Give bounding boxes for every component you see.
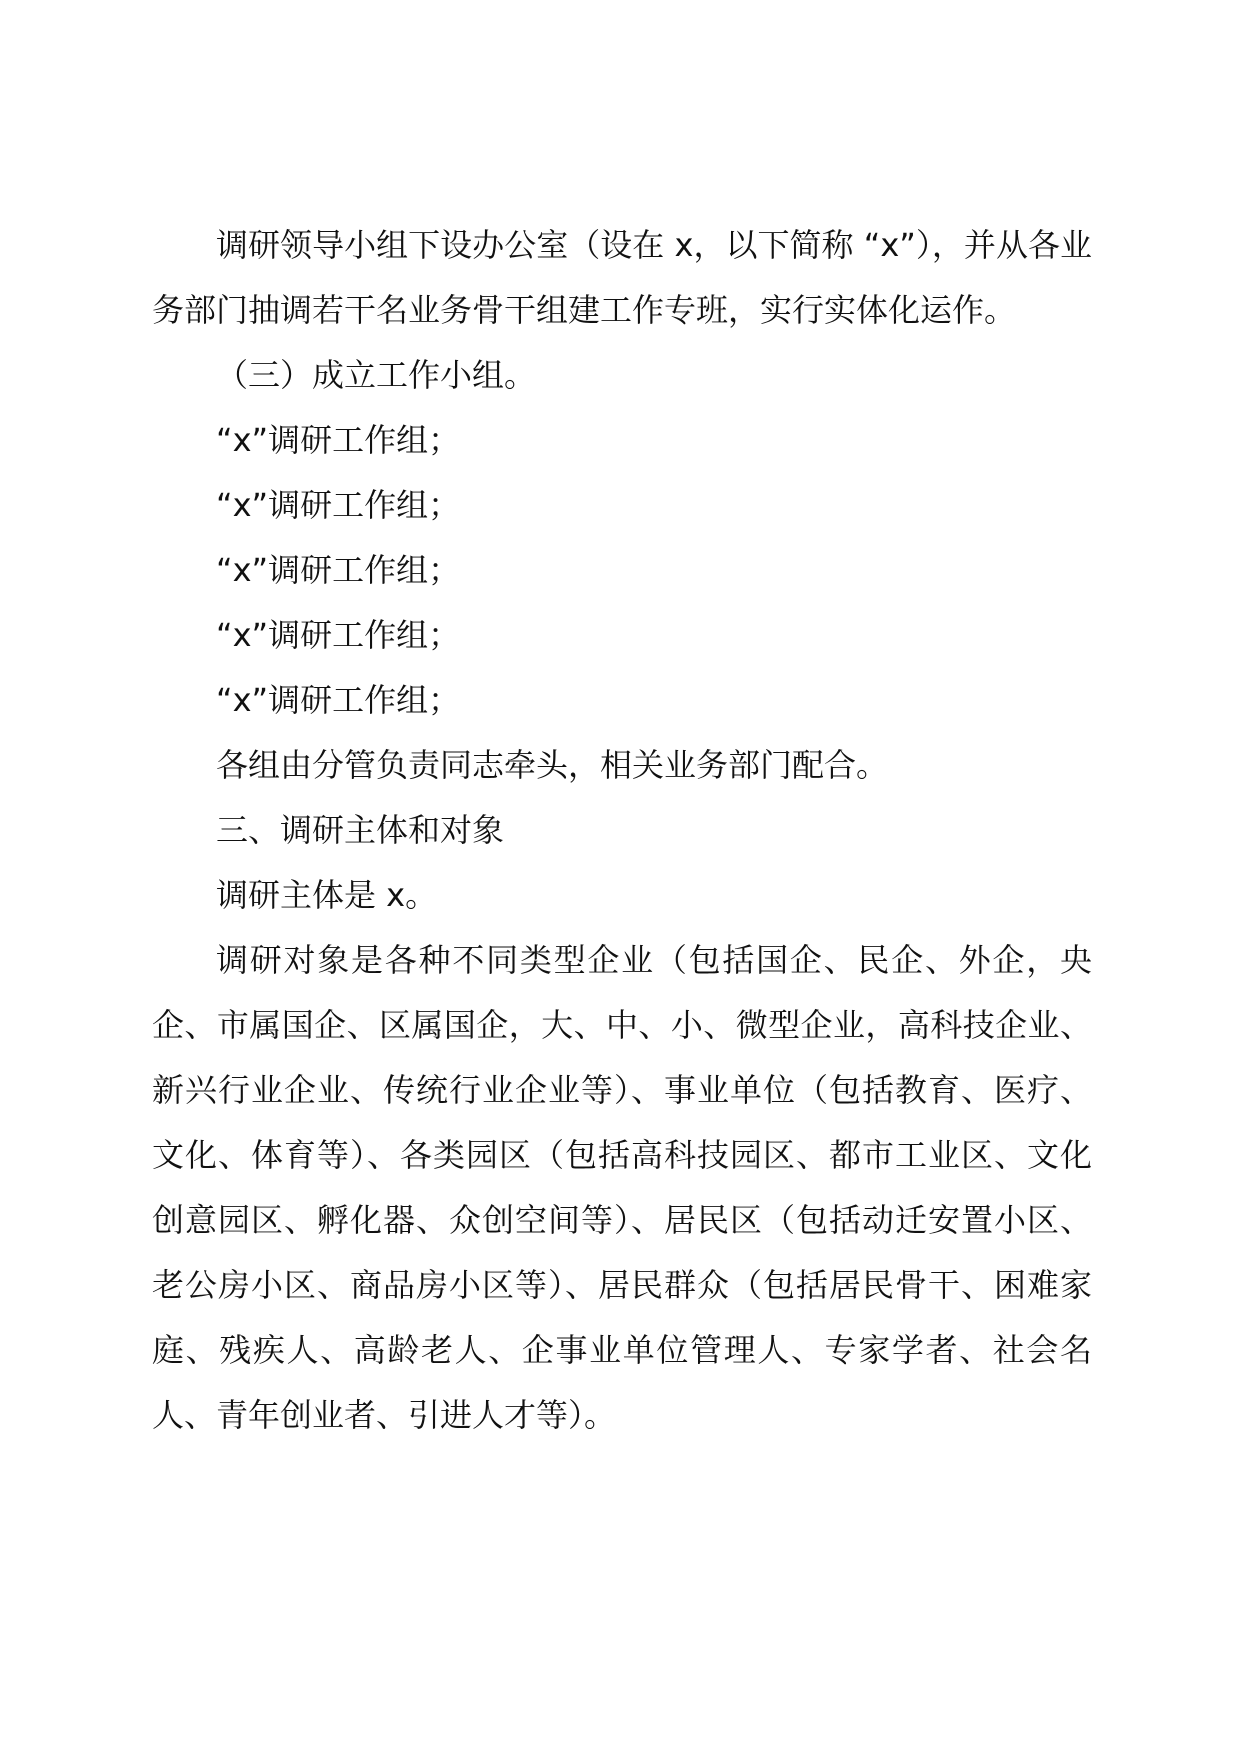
paragraph-group-lead: 各组由分管负责同志牵头，相关业务部门配合。 bbox=[216, 746, 889, 784]
work-group-item: “x”调研工作组； bbox=[216, 681, 461, 719]
work-group-item: “x”调研工作组； bbox=[216, 616, 461, 654]
work-group-item: “x”调研工作组； bbox=[216, 486, 461, 524]
paragraph-subject: 调研主体是 x。 bbox=[216, 876, 438, 914]
work-group-item: “x”调研工作组； bbox=[216, 551, 461, 589]
document-body bbox=[152, 213, 1092, 1448]
subsection-heading: （三）成立工作小组。 bbox=[216, 356, 537, 394]
paragraph-office: 调研领导小组下设办公室（设在 x，以下简称 “x”），并从各业务部门抽调若干名业务骨干组建工作专班，实行实体化运作。 bbox=[152, 226, 1092, 329]
section-heading: 三、调研主体和对象 bbox=[216, 811, 505, 849]
work-group-item: “x”调研工作组； bbox=[216, 421, 461, 459]
paragraph-objects: 调研对象是各种不同类型企业（包括国企、民企、外企，央企、市属国企、区属国企，大、中、小、微型企业，高科技企业、新兴行业企业、传统行业企业等）、事业单位（包括教育、医疗、文化、体育等）、各类园区（包括高科技园区、都市工业区、文化创意园区、孵化器、众创空间等）、居民区（包括动迁安置小区、老公房小区、商品房小区等）、居民群众（包括居民骨干、困难家庭、残疾人、高龄老人、企事业单位管理人、专家学者、社会名人、青年创业者、引进人才等）。 bbox=[152, 941, 1092, 1434]
